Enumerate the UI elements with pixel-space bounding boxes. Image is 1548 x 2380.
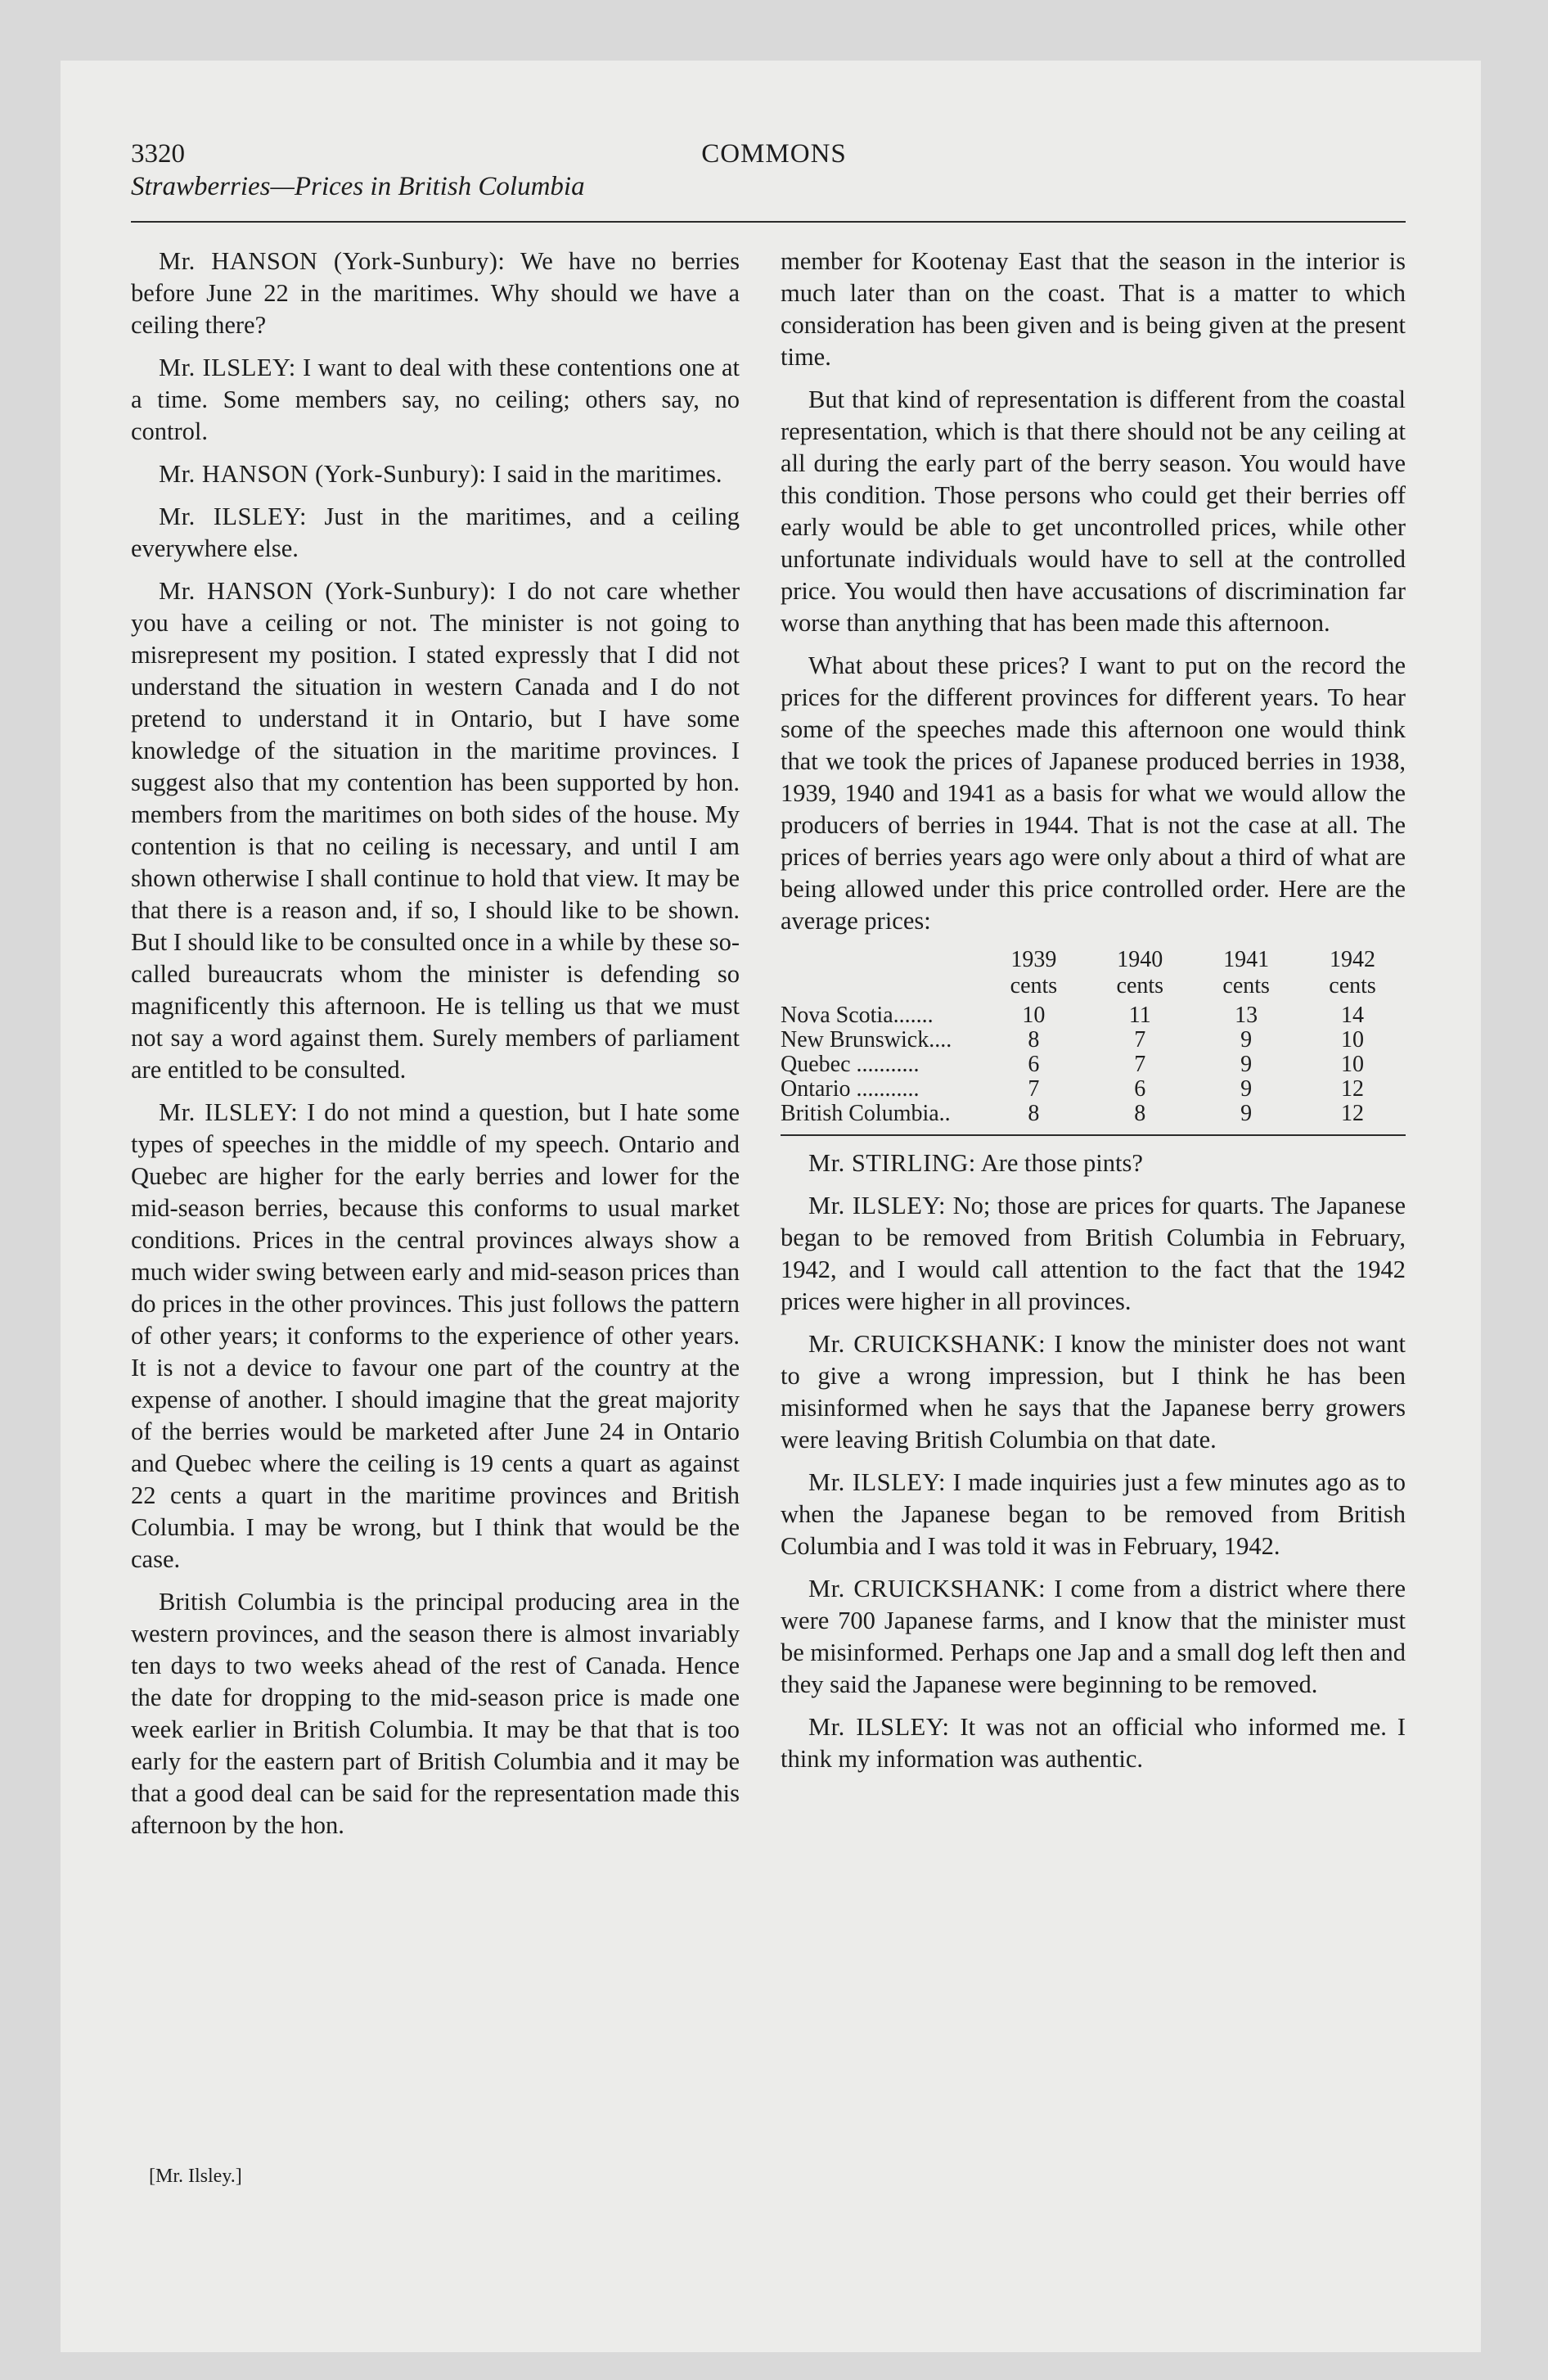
speech-text: No; those are prices for quarts. The Japanese began to be removed from British Columbia in February, 1942, and I would call attention to the fact that the 1942 prices were higher in all provinces. [781,1192,1406,1315]
table-row [781,1102,1406,1126]
price-cell: 12 [1341,1076,1365,1102]
table-row [781,1053,1406,1077]
speech-text: I come from a district where there were 700 Japanese farms, and I know that the minister must be misinformed. Perhaps one Jap and a small dog left then and they said the Japanese were beginning to be removed. [781,1575,1406,1698]
right-column [781,246,1406,1786]
speech-text: I made inquiries just a few minutes ago as to when the Japanese began to be removed from British Columbia and I was told it was in February, 1942. [781,1468,1406,1560]
price-cell: 14 [1341,1003,1365,1028]
province-cell: Nova Scotia....... [781,1003,934,1028]
speech-text: I do not care whether you have a ceiling or not. The minister is not going to misrepresent my position. I stated expressly that I did not understand the situation in western Canada and I do not pretend to understand it in Ontario, but I have some knowledge of the situation in the maritime provinces. I suggest also that my contention has been supported by hon. members from the maritimes on both sides of the house. My contention is that no ceiling is necessary, and until I am shown otherwise I shall continue to hold that view. It may be that there is a reason and, if so, I should like to be shown. But I should like to be consulted once in a while by these so-called bureaucrats whom the minister is defending so magnificently this afternoon. He is telling us that we must not say a word against them. Surely members of parliament are entitled to be consulted. [131,577,740,1084]
table-header-unit: cents [1010,973,1058,998]
price-cell: 9 [1240,1101,1253,1126]
price-cell: 10 [1022,1003,1046,1028]
speech-text: Are those pints? [980,1149,1143,1177]
paragraph [781,1711,1406,1775]
province-cell: British Columbia.. [781,1102,951,1126]
price-cell: 9 [1240,1076,1253,1102]
table-header-cell [781,948,980,974]
paragraph [781,1467,1406,1562]
paragraph [131,1097,740,1575]
price-cell: 12 [1341,1101,1365,1126]
paragraph [781,1328,1406,1456]
speaker-name: Mr. STIRLING: [808,1149,976,1177]
running-head: COMMONS [701,139,847,169]
speaker-name: Mr. ILSLEY: [159,354,296,381]
paragraph [131,352,740,448]
table-header-year: 1942 [1330,947,1376,972]
price-cell: 7 [1028,1076,1040,1102]
speech-text: I want to deal with these contentions one at a time. Some members say, no ceiling; others say, no control. [131,354,740,445]
paragraph [781,1190,1406,1318]
price-cell: 10 [1341,1052,1365,1077]
price-table [781,948,1406,1126]
table-header-unit: cents [1222,973,1270,998]
table-header-cell [781,974,980,1003]
speech-text: It was not an official who informed me. I think my information was authentic. [781,1713,1406,1773]
price-cell: 9 [1240,1052,1253,1077]
paragraph [781,650,1406,937]
price-cell: 6 [1028,1052,1040,1077]
province-cell: Quebec ........... [781,1053,920,1077]
speaker-name: Mr. HANSON (York-Sunbury): [159,577,497,605]
paragraph [131,458,740,490]
footer-speaker-note: [Mr. Ilsley.] [149,2166,242,2187]
speaker-name: Mr. CRUICKSHANK: [808,1575,1046,1602]
table-bottom-rule [781,1134,1406,1136]
speech-text: We have no berries before June 22 in the maritimes. Why should we have a ceiling there? [131,247,740,339]
speech-text: member for Kootenay East that the season in the interior is much later than on the coast. That is a matter to which consideration has been given and is being given at the present time. [781,247,1406,371]
table-units-row [781,974,1406,1003]
speaker-name: Mr. ILSLEY: [808,1192,947,1219]
paragraph [131,575,740,1086]
price-cell: 8 [1028,1027,1040,1053]
table-header-unit: cents [1116,973,1164,998]
speaker-name: Mr. ILSLEY: [159,1098,299,1126]
table-header-unit: cents [1329,973,1376,998]
price-cell: 8 [1028,1101,1040,1126]
price-cell: 13 [1235,1003,1258,1028]
speaker-name: Mr. ILSLEY: [808,1468,947,1496]
table-header-year: 1940 [1117,947,1163,972]
table-header-year: 1939 [1010,947,1057,972]
left-column [131,246,740,1852]
table-row [781,1028,1406,1053]
price-cell: 7 [1134,1027,1146,1053]
speech-text: Just in the maritimes, and a ceiling everywhere else. [131,503,740,562]
paragraph [781,1573,1406,1701]
speech-text: I do not mind a question, but I hate some types of speeches in the middle of my speech. Ontario and Quebec are higher for the early berries and lower for the mid-season berries, because this conforms to usual market conditions. Prices in the central provinces always show a much wider swing between early and mid-season prices than do prices in the other provinces. This just follows the pattern of other years; it conforms to the experience of other years. It is not a device to favour one part of the country at the expense of another. I should imagine that the great majority of the berries would be marketed after June 24 in Ontario and Quebec where the ceiling is 19 cents a quart as against 22 cents a quart in the maritime provinces and British Columbia. I may be wrong, but I think that would be the case. [131,1098,740,1573]
price-cell: 11 [1128,1003,1151,1028]
province-cell: New Brunswick.... [781,1028,952,1053]
speaker-name: Mr. HANSON (York-Sunbury): [159,460,487,488]
table-row [781,1077,1406,1102]
paragraph [131,501,740,565]
speech-text: I said in the maritimes. [493,460,722,488]
speaker-name: Mr. ILSLEY: [159,503,307,530]
paragraph [131,1586,740,1841]
header-rule [131,221,1406,223]
speech-text: What about these prices? I want to put on the record the prices for the different provinces for different years. To hear some of the speeches made this afternoon one would think that we took the prices of Japanese produced berries in 1938, 1939, 1940 and 1941 as a basis for what we would allow the producers of berries in 1944. That is not the case at all. The prices of berries years ago were only about a third of what are being allowed under this price controlled order. Here are the average prices: [781,651,1406,935]
speech-text: But that kind of representation is different from the coastal representation, which is that there should not be any ceiling at all during the early part of the berry season. You would have this condition. Those persons who could get their berries off early would be able to get uncontrolled prices, while other unfortunate individuals would have to sell at the controlled price. You would then have accusations of discrimination far worse than anything that has been made this afternoon. [781,385,1406,637]
price-cell: 6 [1134,1076,1146,1102]
price-cell: 7 [1134,1052,1146,1077]
table-header-year: 1941 [1223,947,1270,972]
speaker-name: Mr. CRUICKSHANK: [808,1330,1046,1358]
speech-text: British Columbia is the principal producing area in the western provinces, and the season there is almost invariably ten days to two weeks ahead of the rest of Canada. Hence the date for dropping to the mid-season price is made one week earlier in British Columbia. It may be that that is too early for the eastern part of British Columbia and it may be that a good deal can be said for the representation made this afternoon by the hon. [131,1588,740,1839]
speaker-name: Mr. ILSLEY: [808,1713,950,1741]
page-number: 3320 [131,139,185,169]
price-cell: 8 [1134,1101,1146,1126]
province-cell: Ontario ........... [781,1077,920,1102]
speech-text: I know the minister does not want to give a wrong impression, but I think he has been misinformed when he says that the Japanese berry growers were leaving British Columbia on that date. [781,1330,1406,1454]
subject-heading: Strawberries—Prices in British Columbia [131,172,585,201]
paragraph [781,246,1406,373]
speaker-name: Mr. HANSON (York-Sunbury): [159,247,506,275]
price-cell: 9 [1240,1027,1253,1053]
paragraph [131,246,740,341]
paragraph [781,384,1406,639]
table-header-row [781,948,1406,974]
paragraph [781,1147,1406,1179]
price-cell: 10 [1341,1027,1365,1053]
table-row [781,1003,1406,1028]
